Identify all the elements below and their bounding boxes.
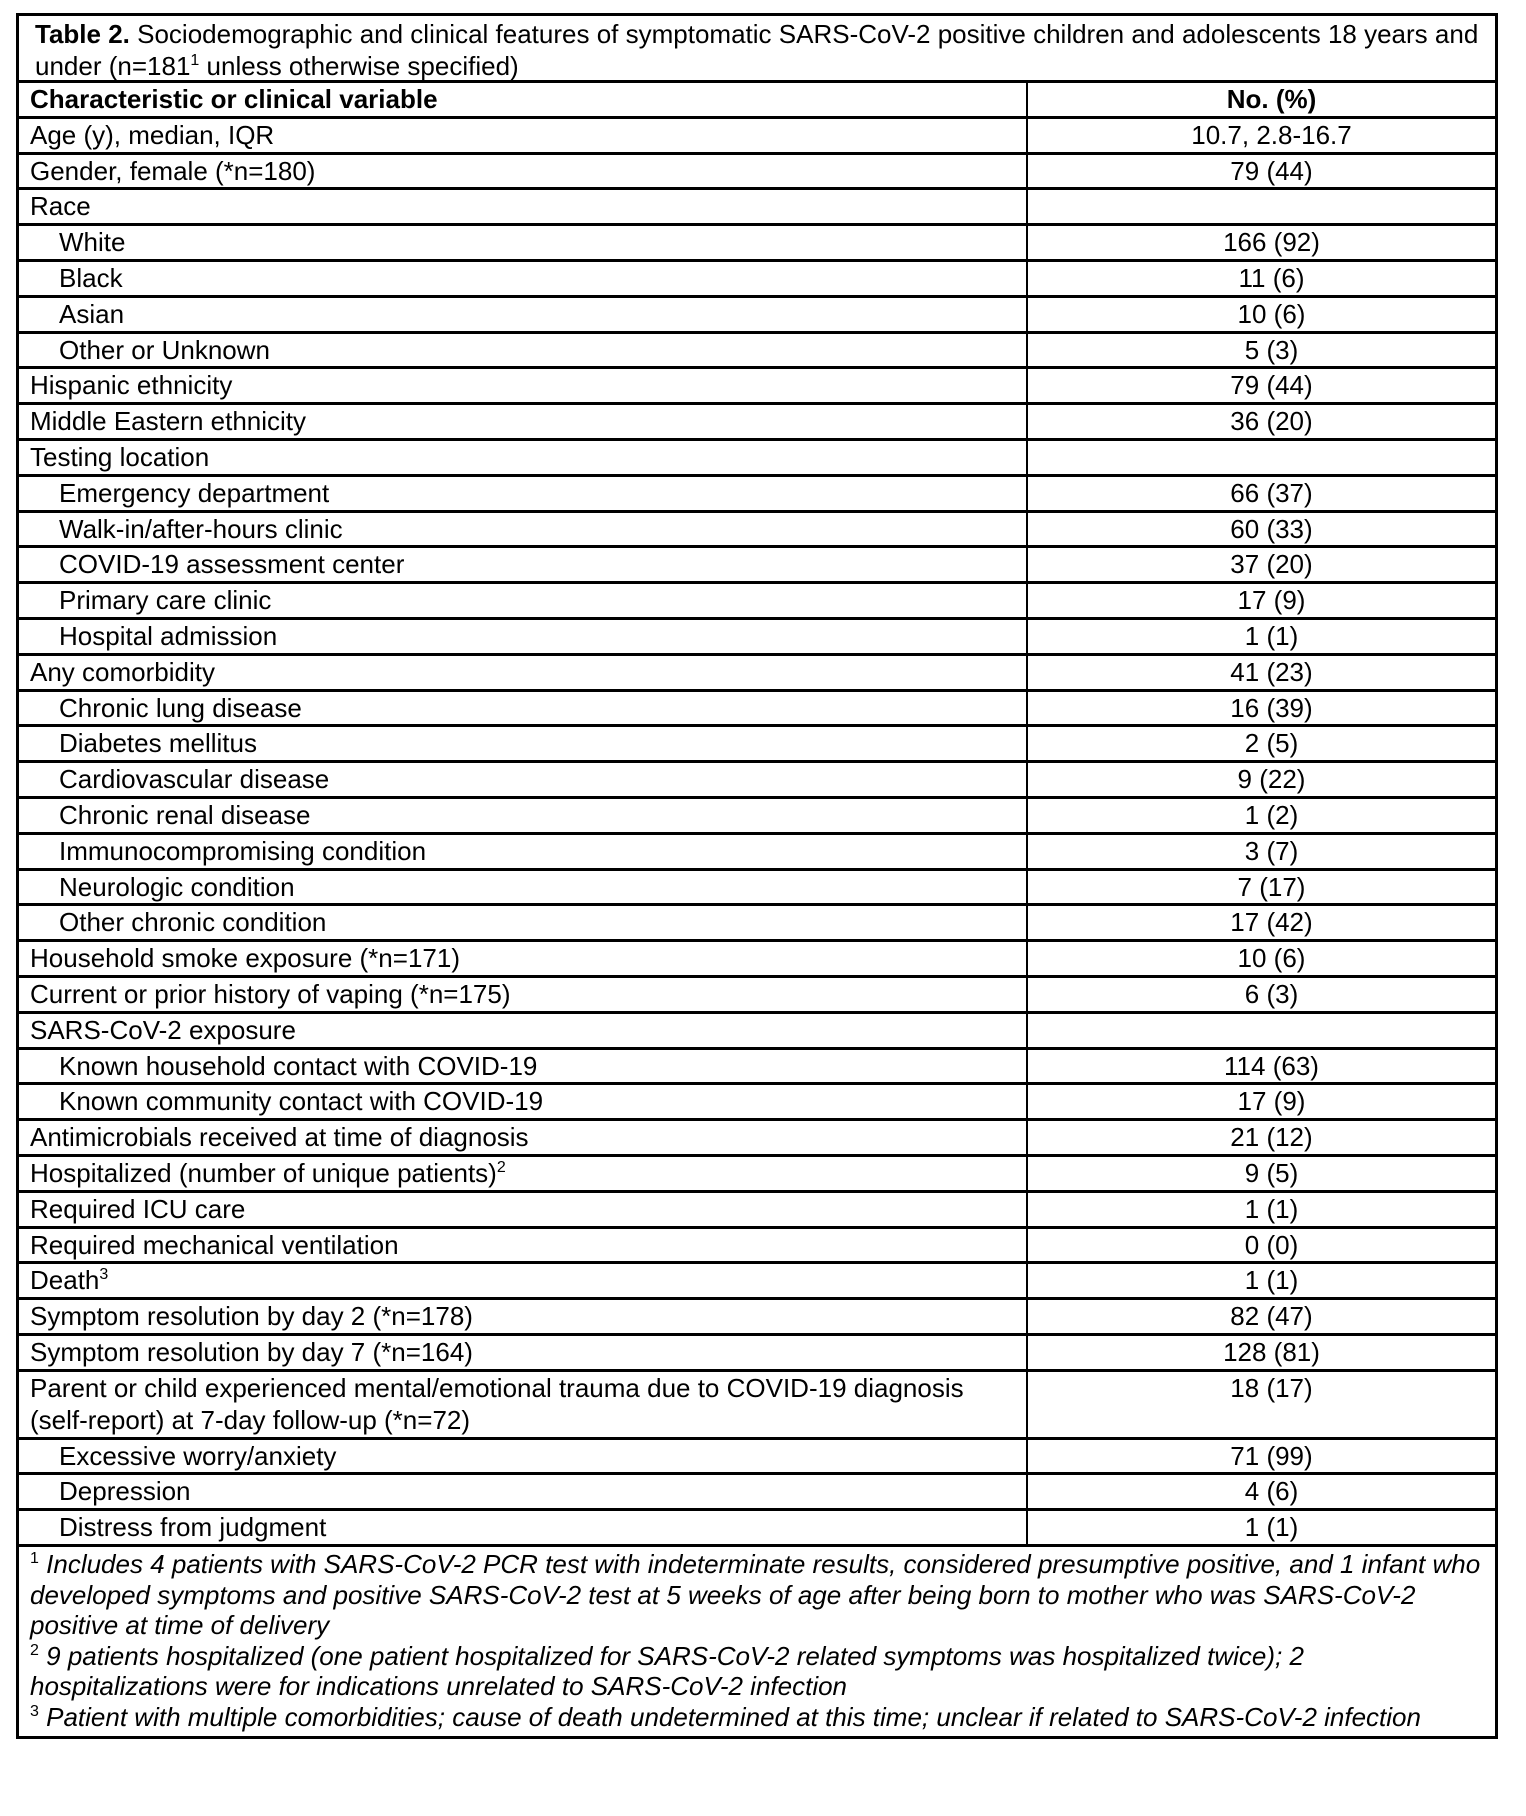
row-label-text: Current or prior history of vaping (*n=175): [30, 978, 511, 1009]
table-row: [19, 1085, 1495, 1121]
table-row: [19, 835, 1495, 871]
row-value: 1 (2): [1244, 799, 1299, 830]
row-value: 166 (92): [1223, 227, 1320, 258]
table-row: [19, 190, 1495, 226]
table-row: [19, 1300, 1495, 1336]
footnote-text: Includes 4 patients with SARS-CoV-2 PCR test with indeterminate results, considered presumptive positive, and 1 infant who developed symptoms and positive SARS-CoV-2 test at 5 weeks of age after being born to mother who was SARS-CoV-2 positive at time of delivery: [30, 1549, 1481, 1641]
row-label: [19, 1440, 1028, 1473]
row-label-text: Race: [30, 191, 91, 222]
row-label: [19, 620, 1028, 653]
footnote: [30, 1702, 1487, 1733]
row-label-text: Death: [30, 1265, 100, 1296]
row-label-text: Primary care clinic: [59, 585, 272, 616]
footnote-number: 1: [30, 1550, 39, 1568]
row-value: 82 (47): [1230, 1301, 1313, 1332]
row-label: [19, 513, 1028, 546]
table-body: [19, 119, 1495, 1547]
table-row: [19, 548, 1495, 584]
row-label-text: Other or Unknown: [59, 334, 270, 365]
row-label-text: Excessive worry/anxiety: [59, 1440, 337, 1471]
table-row: [19, 620, 1495, 656]
footnote-marker: 3: [99, 1266, 109, 1284]
table-row: [19, 119, 1495, 155]
row-value: 2 (5): [1244, 728, 1299, 759]
row-value: 0 (0): [1244, 1229, 1299, 1260]
row-label: [19, 692, 1028, 725]
row-label-text: Symptom resolution by day 2 (*n=178): [30, 1301, 473, 1332]
row-label-text: SARS-CoV-2 exposure: [30, 1014, 296, 1045]
row-label-text: Household smoke exposure (*n=171): [30, 943, 460, 974]
table-row: [19, 1475, 1495, 1511]
table-row: [19, 1014, 1495, 1050]
row-label: [19, 334, 1028, 367]
row-label-text: Walk-in/after-hours clinic: [59, 513, 343, 544]
caption-text: Sociodemographic and clinical features of symptomatic SARS-CoV-2 positive children and adolescents 18 years and under (n=181: [35, 19, 1479, 81]
row-value: 79 (44): [1230, 370, 1313, 401]
row-value: 6 (3): [1244, 978, 1299, 1009]
table-label: Table 2.: [35, 19, 130, 49]
row-label: [19, 799, 1028, 832]
row-value: 71 (99): [1230, 1440, 1313, 1471]
table-header-row: [19, 83, 1495, 119]
table-row: [19, 262, 1495, 298]
table-row: [19, 871, 1495, 907]
table-row: [19, 1440, 1495, 1476]
footnote: [30, 1549, 1487, 1641]
table-row: [19, 1193, 1495, 1229]
row-label: [19, 226, 1028, 259]
row-label-text: Required ICU care: [30, 1193, 246, 1224]
row-label-text: Any comorbidity: [30, 656, 215, 687]
table-row: [19, 1157, 1495, 1193]
row-label-text: Black: [59, 262, 123, 293]
table-row: [19, 477, 1495, 513]
table-row: [19, 763, 1495, 799]
row-label: [19, 906, 1028, 939]
row-value: 41 (23): [1230, 656, 1313, 687]
row-label-text: Immunocompromising condition: [59, 835, 427, 866]
header-count: No. (%): [1226, 84, 1317, 114]
footnote-number: 3: [30, 1702, 39, 1720]
row-value: 9 (22): [1237, 764, 1306, 795]
row-label: [19, 1511, 1028, 1544]
row-label-text: Required mechanical ventilation: [30, 1229, 399, 1260]
row-label: [19, 727, 1028, 760]
table-row: [19, 942, 1495, 978]
row-label-text: Depression: [59, 1476, 191, 1507]
row-value: 1 (1): [1244, 620, 1299, 651]
table-row: [19, 799, 1495, 835]
row-label: [19, 978, 1028, 1011]
row-value: 79 (44): [1230, 155, 1313, 186]
row-value: 9 (5): [1244, 1157, 1299, 1188]
caption-text-end: unless otherwise specified): [199, 51, 519, 81]
footnote-marker: 2: [496, 1158, 506, 1176]
data-table: [16, 13, 1498, 1739]
row-value: 37 (20): [1230, 549, 1313, 580]
row-label: [19, 477, 1028, 510]
row-label-text: Known household contact with COVID-19: [59, 1050, 538, 1081]
table-row: [19, 906, 1495, 942]
table-row: [19, 1050, 1495, 1086]
row-label: [19, 441, 1028, 474]
table-row: [19, 155, 1495, 191]
row-label-text: Age (y), median, IQR: [30, 119, 275, 150]
row-value: 11 (6): [1238, 262, 1305, 293]
footnote-number: 2: [30, 1641, 39, 1659]
row-value: 5 (3): [1244, 334, 1299, 365]
row-label-text: Chronic renal disease: [59, 799, 311, 830]
table-footnotes: [19, 1547, 1495, 1736]
footnote-text: 9 patients hospitalized (one patient hospitalized for SARS-CoV-2 related symptoms was hospitalized twice); 2 hospitalizations were for indications unrelated to SARS-CoV-2 infection: [30, 1640, 1304, 1702]
row-label: [19, 942, 1028, 975]
row-label: [19, 871, 1028, 904]
row-label: [19, 190, 1028, 223]
row-label: [19, 1193, 1028, 1226]
row-value: 10.7, 2.8-16.7: [1191, 119, 1352, 150]
row-label: [19, 1229, 1028, 1262]
table-row: [19, 369, 1495, 405]
row-label-text: Testing location: [30, 441, 210, 472]
row-label-text: Asian: [59, 298, 125, 329]
table-row: [19, 298, 1495, 334]
table-row: [19, 1372, 1495, 1440]
row-label: [19, 1014, 1028, 1047]
row-value: 1 (1): [1244, 1512, 1299, 1543]
row-label-text: Symptom resolution by day 7 (*n=164): [30, 1336, 473, 1367]
row-label-text: Gender, female (*n=180): [30, 155, 316, 186]
row-label-text: Hispanic ethnicity: [30, 370, 233, 401]
row-value: 7 (17): [1237, 871, 1306, 902]
row-label: [19, 1336, 1028, 1369]
row-value: 60 (33): [1230, 513, 1313, 544]
table-caption: [19, 16, 1495, 83]
row-value: 36 (20): [1230, 406, 1313, 437]
row-label-text: Cardiovascular disease: [59, 764, 330, 795]
row-label-text: Diabetes mellitus: [59, 728, 257, 759]
row-label-text: Neurologic condition: [59, 871, 295, 902]
row-label: [19, 1300, 1028, 1333]
row-value: 18 (17): [1230, 1372, 1313, 1403]
row-label-text: COVID-19 assessment center: [59, 549, 405, 580]
table-row: [19, 1511, 1495, 1547]
row-value: 4 (6): [1244, 1476, 1299, 1507]
row-label: [19, 405, 1028, 438]
row-label: [19, 369, 1028, 402]
footnote: [30, 1641, 1487, 1702]
row-value: 1 (1): [1244, 1193, 1299, 1224]
table-row: [19, 584, 1495, 620]
row-label: [19, 656, 1028, 689]
row-value: 114 (63): [1224, 1050, 1319, 1081]
row-label: [19, 262, 1028, 295]
table-row: [19, 978, 1495, 1014]
table-row: [19, 656, 1495, 692]
row-value: 17 (42): [1230, 907, 1313, 938]
row-label: [19, 763, 1028, 796]
table-row: [19, 441, 1495, 477]
footnote-text: Patient with multiple comorbidities; cause of death undetermined at this time; unclear if related to SARS-CoV-2 infection: [38, 1701, 1421, 1732]
row-label-text: Hospital admission: [59, 620, 278, 651]
row-label-text: Middle Eastern ethnicity: [30, 406, 307, 437]
row-value: 17 (9): [1237, 585, 1306, 616]
row-label-text: White: [59, 227, 126, 258]
row-label: [19, 155, 1028, 188]
row-label: [19, 1475, 1028, 1508]
row-value: 66 (37): [1230, 477, 1313, 508]
row-label-text: Antimicrobials received at time of diagnosis: [30, 1122, 529, 1153]
row-label: [19, 548, 1028, 581]
table-row: [19, 1264, 1495, 1300]
row-label-text: Hospitalized (number of unique patients): [30, 1157, 497, 1188]
row-label: [19, 1121, 1028, 1154]
row-label: [19, 835, 1028, 868]
row-label-text: Other chronic condition: [59, 907, 327, 938]
row-value: 21 (12): [1230, 1122, 1313, 1153]
table-row: [19, 1121, 1495, 1157]
table-row: [19, 405, 1495, 441]
row-label-text: Distress from judgment: [59, 1512, 327, 1543]
row-value: 16 (39): [1230, 692, 1313, 723]
row-value: 10 (6): [1237, 943, 1306, 974]
table-row: [19, 513, 1495, 549]
row-value: 10 (6): [1237, 298, 1306, 329]
header-characteristic: Characteristic or clinical variable: [19, 83, 1028, 116]
table-row: [19, 692, 1495, 728]
row-value: [1028, 1014, 1495, 1047]
row-value: [1028, 441, 1495, 474]
table-row: [19, 226, 1495, 262]
row-value: 1 (1): [1244, 1265, 1299, 1296]
row-value: 17 (9): [1237, 1086, 1306, 1117]
table-row: [19, 1229, 1495, 1265]
row-label-text: Chronic lung disease: [59, 692, 302, 723]
row-label: [19, 119, 1028, 152]
row-label-text: Known community contact with COVID-19: [59, 1086, 544, 1117]
row-label-text: Emergency department: [59, 477, 330, 508]
table-row: [19, 727, 1495, 763]
table-row: [19, 334, 1495, 370]
row-label: [19, 584, 1028, 617]
row-label: [19, 1157, 1028, 1190]
row-value: 128 (81): [1223, 1336, 1320, 1367]
row-label: [19, 298, 1028, 331]
row-value: [1028, 190, 1495, 223]
table-row: [19, 1336, 1495, 1372]
row-label: [19, 1085, 1028, 1118]
row-label: [19, 1372, 1028, 1437]
row-label: [19, 1050, 1028, 1083]
row-label: [19, 1264, 1028, 1297]
row-label-text: Parent or child experienced mental/emotional trauma due to COVID-19 diagnosis (self-report) at 7-day follow-up (*n=72): [30, 1372, 964, 1435]
caption-footnote-marker: 1: [190, 52, 200, 69]
row-value: 3 (7): [1244, 835, 1299, 866]
